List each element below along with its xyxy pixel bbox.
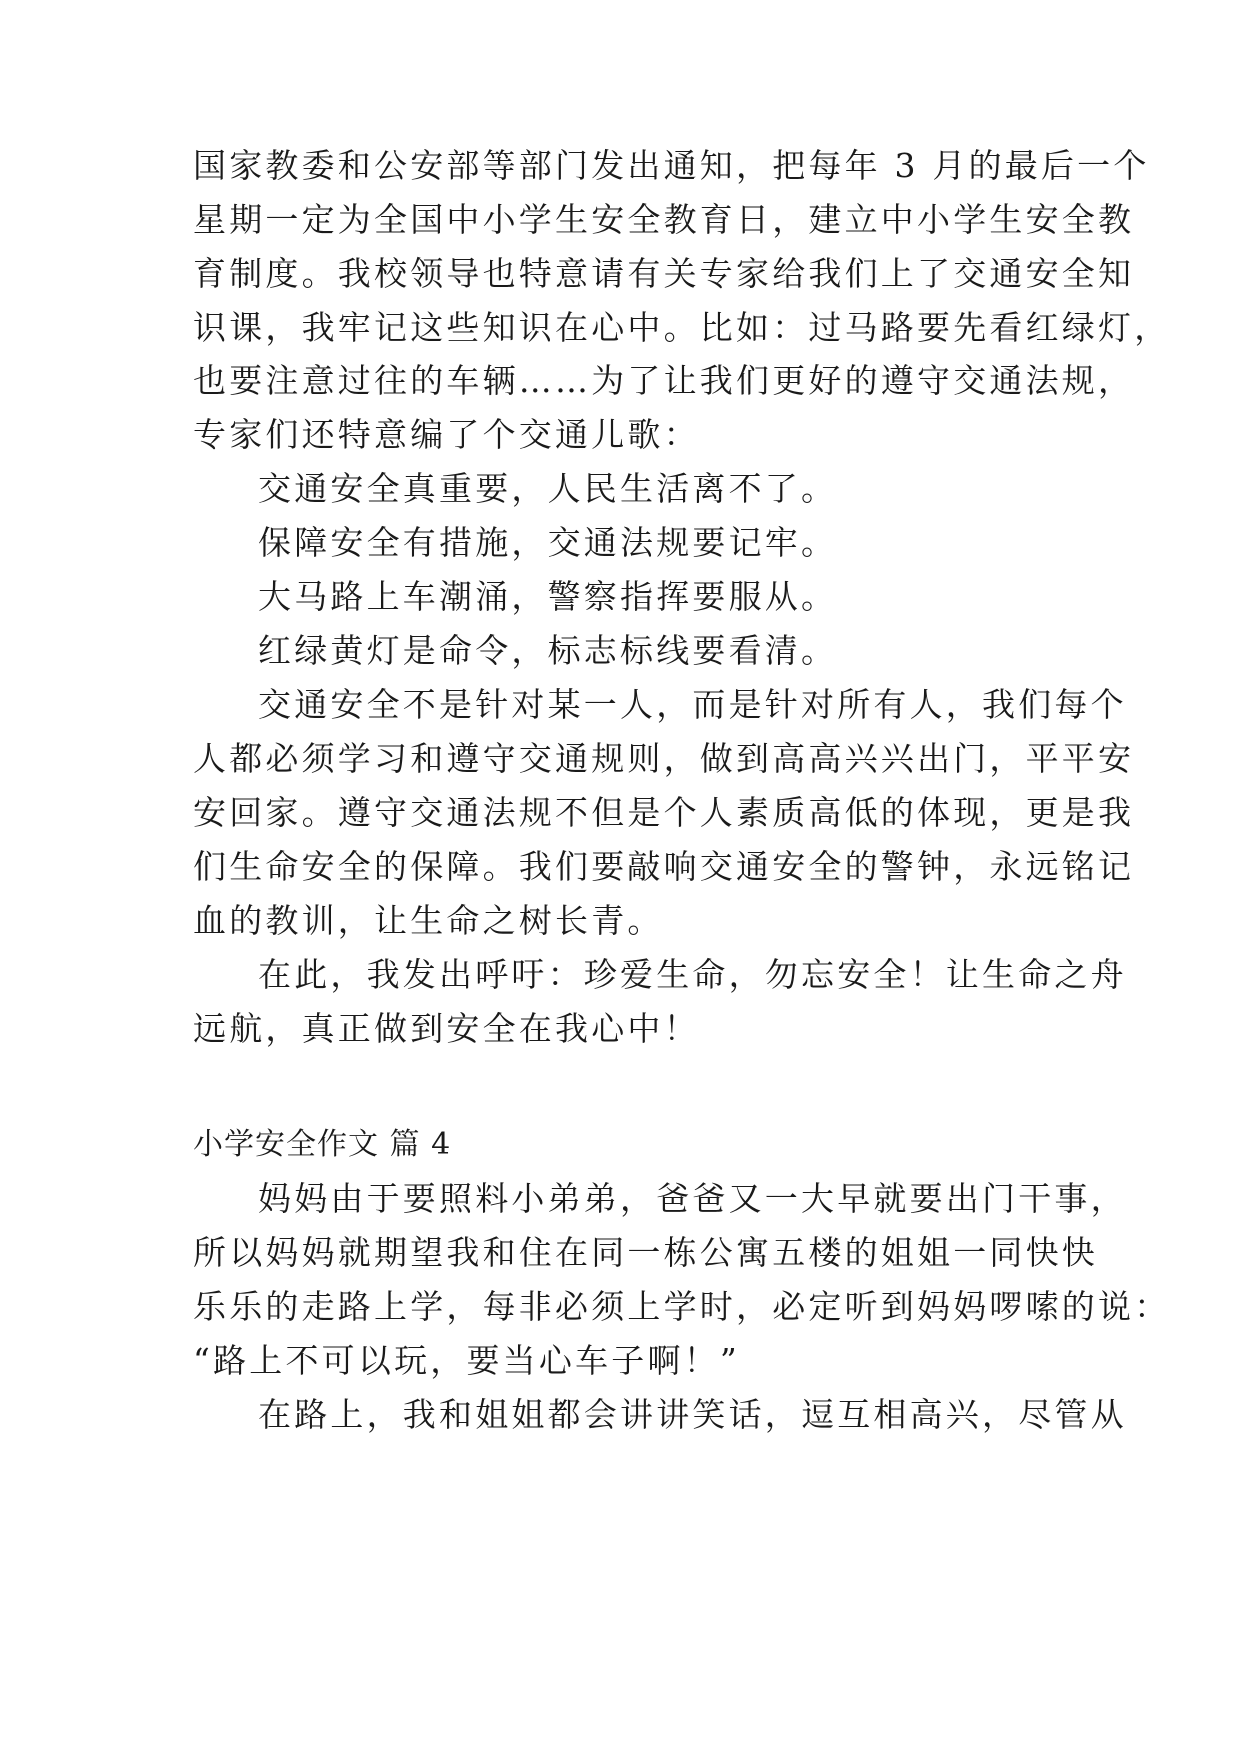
paragraph-line: 乐乐的走路上学，每非必须上学时，必定听到妈妈啰嗦的说： — [193, 1287, 1171, 1326]
paragraph-line: 识课，我牢记这些知识在心中。比如：过马路要先看红绿灯， — [193, 308, 1171, 347]
paragraph-line: 血的教训，让生命之树长青。 — [193, 901, 664, 940]
verse-line: 大马路上车潮涌，警察指挥要服从。 — [258, 577, 838, 616]
paragraph-line: 在此，我发出呼吁：珍爱生命，勿忘安全！让生命之舟 — [258, 955, 1127, 994]
paragraph-line: 们生命安全的保障。我们要敲响交通安全的警钟，永远铭记 — [193, 847, 1135, 886]
paragraph-line: 人都必须学习和遵守交通规则，做到高高兴兴出门，平平安 — [193, 739, 1135, 778]
paragraph-line: 妈妈由于要照料小弟弟，爸爸又一大早就要出门干事， — [258, 1179, 1127, 1218]
verse-line: 红绿黄灯是命令，标志标线要看清。 — [258, 631, 838, 670]
verse-line: 交通安全真重要，人民生活离不了。 — [258, 469, 838, 508]
paragraph-line: 远航，真正做到安全在我心中！ — [193, 1009, 700, 1048]
paragraph-line: 所以妈妈就期望我和住在同一栋公寓五楼的姐姐一同快快 — [193, 1233, 1098, 1272]
paragraph-line: 安回家。遵守交通法规不但是个人素质高低的体现，更是我 — [193, 793, 1135, 832]
section-heading: 小学安全作文 篇 4 — [193, 1127, 452, 1162]
paragraph-line: 国家教委和公安部等部门发出通知，把每年 3 月的最后一个 — [193, 146, 1150, 185]
paragraph-line: 星期一定为全国中小学生安全教育日，建立中小学生安全教 — [193, 200, 1135, 239]
paragraph-line: “路上不可以玩，要当心车子啊！” — [193, 1341, 740, 1380]
paragraph-line: 专家们还特意编了个交通儿歌： — [193, 415, 700, 454]
paragraph-line: 育制度。我校领导也特意请有关专家给我们上了交通安全知 — [193, 254, 1135, 293]
verse-line: 保障安全有措施，交通法规要记牢。 — [258, 523, 838, 562]
paragraph-line: 交通安全不是针对某一人，而是针对所有人，我们每个 — [258, 685, 1127, 724]
paragraph-line: 在路上，我和姐姐都会讲讲笑话，逗互相高兴，尽管从 — [258, 1395, 1127, 1434]
paragraph-line: 也要注意过往的车辆……为了让我们更好的遵守交通法规， — [193, 361, 1135, 400]
